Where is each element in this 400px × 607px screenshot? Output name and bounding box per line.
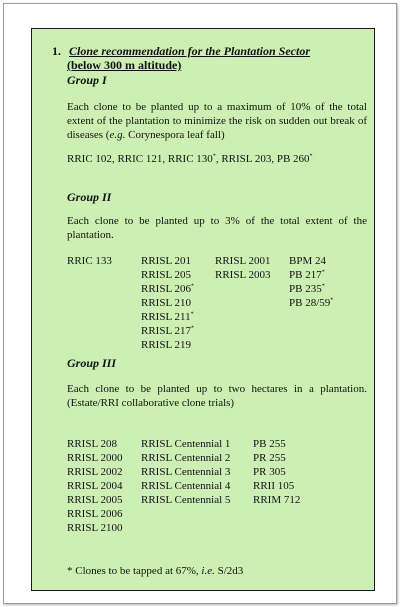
clone-name: RRISL 2003	[215, 269, 271, 281]
tapping-note-marker: *	[321, 269, 325, 276]
clone-item: RRISL 203,	[221, 153, 277, 165]
clone-name: RRIC 102	[67, 153, 112, 165]
clone-name: PR 255	[253, 452, 286, 464]
clone-name: RRISL Centennial 1	[141, 438, 231, 450]
clone-item	[67, 465, 123, 479]
clone-item	[67, 437, 123, 451]
group2-column-1	[67, 254, 112, 268]
group1-desc-text: Each clone to be planted up to a maximum of 10% of the total extent of the plantation to minimize the risk on sudden out break of diseases (	[67, 101, 367, 141]
section-number: 1.	[52, 44, 61, 58]
clone-item	[141, 479, 230, 493]
clone-item	[253, 479, 300, 493]
clone-name: RRIC 133	[67, 255, 112, 267]
clone-name: RRISL 201	[141, 255, 192, 267]
clone-item	[67, 493, 123, 507]
clone-item	[141, 451, 230, 465]
tapping-footnote	[67, 565, 243, 577]
tapping-note-marker: *	[212, 153, 216, 160]
group3-heading: Group III	[67, 356, 117, 370]
clone-item	[253, 451, 300, 465]
clone-name: PR 305	[253, 466, 286, 478]
clone-item	[141, 338, 194, 352]
group3-column-3	[253, 437, 300, 507]
clone-item	[141, 310, 194, 324]
clone-name: PB 235	[289, 283, 322, 295]
clone-item	[277, 153, 313, 165]
clone-item	[67, 521, 123, 535]
clone-name: RRISL 2004	[67, 480, 123, 492]
group2-column-3	[215, 254, 271, 282]
clone-name: BPM 24	[289, 255, 326, 267]
clone-item	[215, 268, 271, 282]
clone-name: RRISL Centennial 4	[141, 480, 231, 492]
group3-description: Each clone to be planted up to two hectares in a plantation. (Estate/RRI collaborative clone trials)	[67, 383, 367, 409]
page-frame	[3, 3, 397, 604]
clone-item	[253, 437, 300, 451]
group1-clone-list	[67, 153, 313, 165]
clone-name: RRISL 2006	[67, 508, 123, 520]
tapping-note-marker: *	[191, 325, 195, 332]
clone-item	[253, 493, 300, 507]
group1-description	[67, 100, 367, 142]
clone-item	[253, 465, 300, 479]
tapping-note-marker: *	[190, 311, 194, 318]
tapping-note-marker: *	[191, 283, 195, 290]
clone-name: RRIC 121	[117, 153, 163, 165]
clone-item	[67, 254, 112, 268]
clone-item	[141, 296, 194, 310]
clone-name: RRISL 211	[141, 311, 191, 323]
clone-name: RRISL Centennial 3	[141, 466, 231, 478]
clone-item: RRIC 121,	[117, 153, 168, 165]
clone-item	[289, 268, 333, 282]
clone-name: RRISL Centennial 5	[141, 494, 231, 506]
tapping-note-marker: *	[330, 297, 334, 304]
tapping-note-marker: *	[321, 283, 325, 290]
section-heading	[52, 44, 310, 59]
clone-name: RRISL 2001	[215, 255, 271, 267]
clone-item: RRIC 130*,	[167, 153, 222, 165]
clone-item	[141, 465, 230, 479]
clone-name: RRISL 206	[141, 283, 192, 295]
clone-name: PB 28/59	[289, 297, 331, 309]
clone-item	[141, 268, 194, 282]
clone-name: PB 260	[276, 153, 310, 165]
clone-item	[141, 324, 194, 338]
clone-name: RRII 105	[253, 480, 295, 492]
clone-name: RRISL 2100	[67, 522, 123, 534]
clone-item	[289, 254, 333, 268]
footnote-ie: i.e.	[201, 565, 215, 577]
clone-name: PB 217	[289, 269, 322, 281]
clone-name: PB 255	[253, 438, 286, 450]
tapping-note-marker: *	[309, 153, 313, 160]
clone-item	[289, 282, 333, 296]
group2-heading: Group II	[67, 190, 112, 204]
clone-item	[289, 296, 333, 310]
clone-item	[141, 254, 194, 268]
group2-description: Each clone to be planted up to 3% of the total extent of the plantation.	[67, 215, 367, 241]
clone-item	[67, 479, 123, 493]
group2-column-2	[141, 254, 194, 352]
group2-column-4	[289, 254, 333, 310]
clone-recommendation-panel	[31, 28, 375, 591]
clone-item	[67, 451, 123, 465]
clone-item: RRIC 102,	[67, 153, 118, 165]
group1-heading: Group I	[67, 73, 107, 87]
section-subtitle: (below 300 m altitude)	[67, 58, 182, 72]
clone-name: RRISL Centennial 2	[141, 452, 231, 464]
clone-name: RRISL 2000	[67, 452, 123, 464]
clone-name: RRISL 2002	[67, 466, 123, 478]
clone-name: RRIM 712	[253, 494, 301, 506]
clone-name: RRISL 2005	[67, 494, 123, 506]
clone-name: RRIC 130	[167, 153, 213, 165]
clone-name: RRISL 219	[141, 339, 192, 351]
clone-name: RRISL 210	[141, 297, 192, 309]
clone-item	[215, 254, 271, 268]
footnote-text-end: S/2d3	[214, 565, 244, 577]
clone-name: RRISL 203	[221, 153, 272, 165]
group3-column-2	[141, 437, 230, 507]
clone-item	[141, 437, 230, 451]
clone-item	[141, 493, 230, 507]
group1-desc-text-end: Corynespora leaf fall)	[125, 129, 225, 141]
clone-item	[67, 507, 123, 521]
clone-name: RRISL 208	[67, 438, 118, 450]
group1-desc-eg: e.g.	[109, 129, 126, 141]
section-title: Clone recommendation for the Plantation Sector	[69, 44, 311, 58]
footnote-text: * Clones to be tapped at 67%,	[67, 565, 202, 577]
clone-name: RRISL 217	[141, 325, 192, 337]
clone-item	[141, 282, 194, 296]
group3-column-1	[67, 437, 123, 535]
clone-name: RRISL 205	[141, 269, 192, 281]
